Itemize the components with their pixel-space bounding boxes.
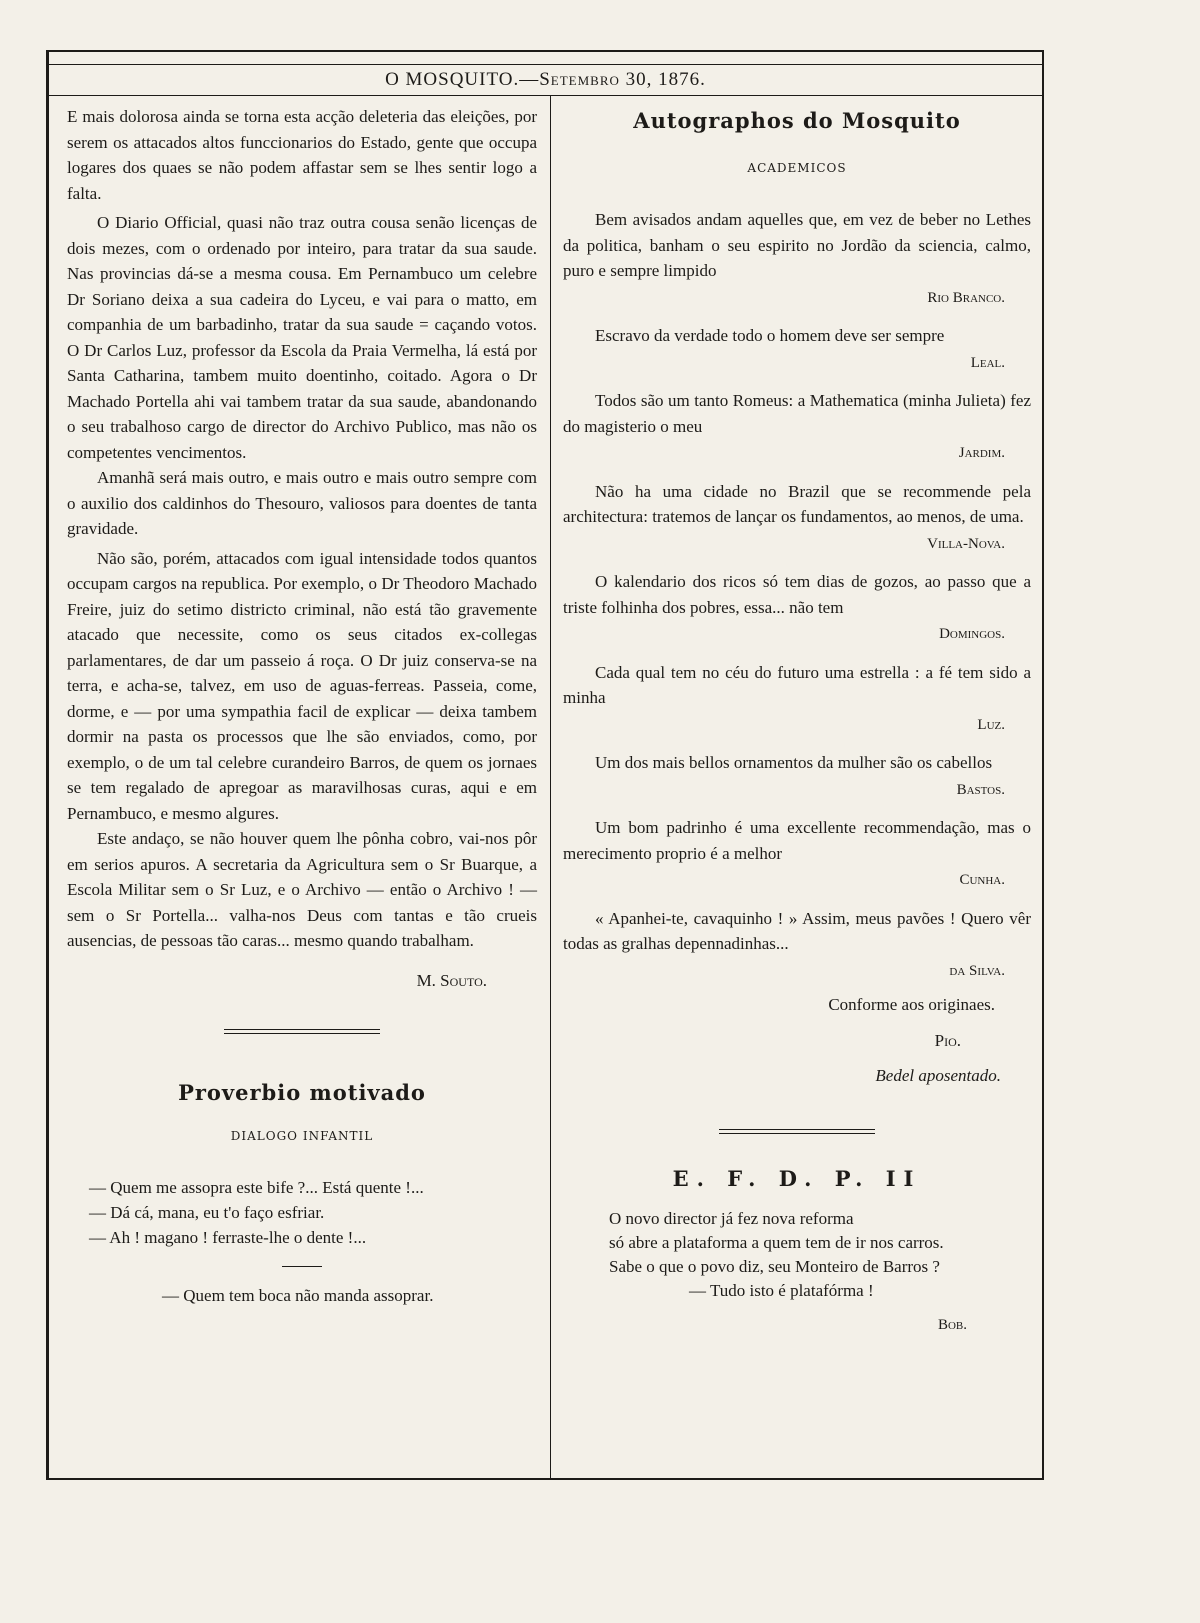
proverb-title: Proverbio motivado (178, 1080, 426, 1105)
efdph-title: E. F. D. P. II (672, 1165, 922, 1191)
article-signature: M. Souto. (416, 970, 487, 990)
autograph-signature: Luz. (977, 716, 1005, 733)
autograph-text: « Apanhei-te, cavaquinho ! » Assim, meus pavões ! Quero vêr todas as gralhas depennadinhas... (563, 908, 1031, 953)
left-column (67, 104, 537, 1308)
dialog-line: — Quem me assopra este bife ?... Está quente !... (89, 1178, 424, 1197)
efdph-signature: Bob. (937, 1317, 967, 1333)
bedel-note: Bedel aposentado. (875, 1066, 1001, 1085)
autograph-signature: Leal. (970, 354, 1005, 371)
paragraph: O Diario Official, quasi não traz outra cousa senão licenças de dois mezes, com o ordenado por inteiro, para tratar da sua saude. Nas provincias dá-se a mesma cousa. Em Pernambuco um celebre Dr Soriano deixa a sua cadeira do Lyceu, e vai para o matto, em companhia de um barbadinho, tratar da sua saude = caçando votos. O Dr Carlos Luz, professor da Escola da Praia Vermelha, lá está por Santa Catharina, tambem muito doentinho, coitado. Agora o Dr Machado Portella ahi vai tambem tratar da sua saude, abandonando o seu trabalhoso cargo de director do Archivo Publico, mas não os competentes vencimentos. (67, 213, 537, 462)
autograph-entry (563, 660, 1031, 739)
dialog-line: — Dá cá, mana, eu t'o faço esfriar. (89, 1203, 325, 1222)
proverb-subtitle: DIALOGO INFANTIL (230, 1128, 374, 1143)
autograph-signature: Cunha. (959, 872, 1005, 888)
autograph-text: O kalendario dos ricos só tem dias de gozos, ao passo que a triste folhinha dos pobres, essa... não tem (563, 572, 1031, 617)
autograph-entry (563, 207, 1031, 311)
autograph-text: Um bom padrinho é uma excellente recommendação, mas o merecimento proprio é a melhor (563, 818, 1031, 863)
dialog-line: — Ah ! magano ! ferraste-lhe o dente !... (89, 1228, 367, 1247)
autograph-entry (563, 906, 1031, 985)
poem-line: só abre a plataforma a quem tem de ir nos carros. (609, 1233, 944, 1252)
poem-line: O novo director já fez nova reforma (609, 1209, 854, 1228)
autograph-text: Bem avisados andam aquelles que, em vez de beber no Lethes da politica, banham o seu espirito no Jordão da sciencia, calmo, puro e sempre limpido (563, 210, 1031, 280)
autograph-entry (563, 388, 1031, 467)
autograph-text: Todos são um tanto Romeus: a Mathematica (minha Julieta) fez do magisterio o meu (563, 391, 1031, 436)
poem-line: — Tudo isto é platafórma ! (689, 1281, 874, 1300)
autographs-subtitle: ACADEMICOS (747, 160, 847, 175)
column-divider (550, 96, 551, 1480)
autograph-entry (563, 815, 1031, 894)
autograph-text: Um dos mais bellos ornamentos da mulher são os cabellos (595, 753, 993, 772)
proverb-moral: — Quem tem boca não manda assoprar. (162, 1286, 434, 1305)
paragraph: E mais dolorosa ainda se torna esta acção deleteria das eleições, por serem os attacados altos funccionarios do Estado, gente que occupa logares dos quaes se não podem affastar sem se lhes sentir logo a falta. (67, 107, 537, 203)
poem-line: Sabe o que o povo diz, seu Monteiro de Barros ? (609, 1257, 940, 1276)
autograph-entry (563, 323, 1031, 376)
header-month: Setembro (539, 69, 620, 90)
conforme-note: Conforme aos originaes. (828, 995, 995, 1014)
pio-signature: Pio. (934, 1030, 961, 1050)
autographs-title: Autographos do Mosquito (633, 108, 961, 133)
right-column (563, 104, 1031, 1339)
paragraph: Amanhã será mais outro, e mais outro e mais outro sempre com o auxilio dos caldinhos do Thesouro, valiosos para doentes de tanta gravidade. (67, 468, 537, 538)
page-header (49, 64, 1042, 96)
autograph-signature: Bastos. (956, 781, 1005, 798)
autograph-signature: da Silva. (949, 962, 1005, 979)
autograph-text: Cada qual tem no céu do futuro uma estrella : a fé tem sido a minha (563, 662, 1031, 707)
autograph-signature: Jardim. (958, 445, 1005, 461)
paragraph: Este andaço, se não houver quem lhe pônha cobro, vai-nos pôr em serios apuros. A secretaria da Agricultura sem o Sr Buarque, a Escola Militar sem o Sr Luz, e o Archivo — então o Archivo ! — sem o Sr Portella... valha-nos Deus com tantas e tão crueis ausencias, de pessoas tão caras... mesmo quando trabalham. (67, 829, 537, 950)
autograph-entry (563, 479, 1031, 558)
autograph-signature: Rio Branco. (927, 289, 1005, 306)
autograph-text: Escravo da verdade todo o homem deve ser sempre (595, 326, 945, 345)
header-paper: O MOSQUITO.— (385, 69, 540, 90)
autograph-entry (563, 750, 1031, 803)
autograph-signature: Domingos. (939, 626, 1005, 642)
autograph-entry (563, 569, 1031, 648)
autograph-text: Não ha uma cidade no Brazil que se recommende pela architectura: tratemos de lançar os fundamentos, ao menos, de uma. (563, 481, 1031, 526)
page-frame (46, 50, 1044, 1480)
header-date: 30, 1876. (625, 69, 706, 90)
autograph-signature: Villa-Nova. (927, 535, 1005, 552)
paragraph: Não são, porém, attacados com igual intensidade todos quantos occupam cargos na republica. Por exemplo, o Dr Theodoro Machado Freire, juiz do setimo districto criminal, não está tão gravemente atacado que necessite, como os seus citados ex-collegas parlamentares, de dar um passeio á roça. O Dr juiz conserva-se na terra, e acha-se, talvez, em uso de aguas-ferreas. Passeia, come, dorme, e — por uma sympathia facil de explicar — deixa tambem dormir na pasta os processos que lhe são enviados, como, por exemplo, o de um tal celebre curandeiro Barros, de quem os jornaes se tem regalado de apregoar as maravilhosas curas, aqui e em Pernambuco, e mesmo algures. (67, 548, 537, 823)
